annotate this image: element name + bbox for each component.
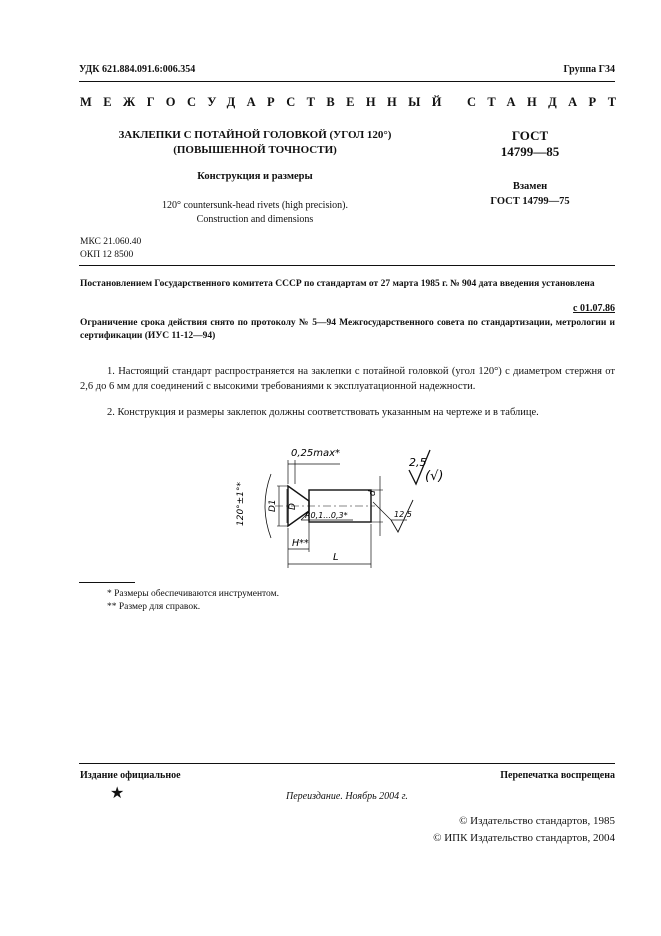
- mks-code: МКС 21.060.40: [80, 237, 142, 247]
- roughness-other: (√): [425, 469, 444, 484]
- codes-rule: [79, 265, 615, 266]
- copyright-block: [433, 813, 615, 847]
- roughness-main: 2,5: [409, 456, 427, 469]
- paragraph-1: 1. Настоящий стандарт распространяется на заклепки с потайной головкой (угол 120°) с диаметром стержня от 2,6 до 6 мм для соединений с высокими требованиями к эксплуатационной надежности.: [80, 366, 615, 392]
- top-rule: [79, 81, 615, 82]
- classification-codes: [80, 236, 141, 261]
- title-ru: [80, 128, 430, 158]
- replaces-block: [460, 179, 600, 209]
- copyright-1985: © Издательство стандартов, 1985: [459, 815, 615, 827]
- dim-d1: D1: [268, 499, 278, 512]
- replaces-value: ГОСТ 14799—75: [490, 196, 570, 207]
- dim-radius: R0,1...0,3*: [305, 511, 348, 520]
- banner-right: СТАНДАРТ: [467, 95, 628, 109]
- udk-code: УДК 621.884.091.6:006.354: [79, 64, 196, 75]
- title-ru-line2: (ПОВЫШЕННОЙ ТОЧНОСТИ): [173, 144, 337, 156]
- okp-code: ОКП 12 8500: [80, 249, 134, 260]
- title-ru-line1: ЗАКЛЕПКИ С ПОТАЙНОЙ ГОЛОВКОЙ (УГОЛ 120°): [118, 129, 392, 141]
- copyright-2004: © ИПК Издательство стандартов, 2004: [433, 832, 615, 844]
- dim-d-head: D: [288, 503, 298, 510]
- decree-text: Постановлением Государственного комитета СССР по стандартам от 27 марта 1985 г. № 904 дата введения установлена: [80, 279, 595, 289]
- footnote-2: ** Размер для справок.: [107, 602, 201, 612]
- footnote-1: * Размеры обеспечиваются инструментом.: [107, 589, 280, 599]
- footnote-rule: [79, 582, 135, 583]
- dim-l: L: [333, 552, 339, 563]
- official-edition: Издание официальное: [80, 770, 181, 781]
- replaces-label: Взамен: [512, 181, 548, 192]
- title-en: [80, 199, 430, 227]
- roughness-side: 12,5: [394, 510, 412, 519]
- star-icon: ★: [110, 785, 125, 802]
- gost-label: ГОСТ: [511, 128, 549, 143]
- footer-rule: [79, 763, 615, 764]
- reprint-prohibited: Перепечатка воспрещена: [500, 770, 615, 781]
- paragraph-2: 2. Конструкция и размеры заклепок должны соответствовать указанным на чертеже и в таблице.: [107, 407, 539, 418]
- title-en-line2: Construction and dimensions: [196, 214, 314, 225]
- restriction-text: Ограничение срока действия снято по протоколу № 5—94 Межгосударственного совета по стандартизации, метрологии и сертификации (ИУС 11-12—94): [80, 318, 615, 341]
- decree-date: с 01.07.86: [573, 303, 615, 314]
- dim-head-height: 0,25max*: [291, 448, 341, 459]
- dim-angle: 120°±1°*: [236, 482, 246, 526]
- title-ru-subtitle: Конструкция и размеры: [197, 171, 313, 182]
- reissue-note: Переиздание. Ноябрь 2004 г.: [286, 791, 408, 802]
- group-code: Группа Г34: [563, 64, 615, 75]
- rivet-drawing: [215, 440, 455, 575]
- dim-h: H**: [292, 538, 309, 549]
- banner-left: МЕЖГОСУДАРСТВЕННЫЙ: [80, 95, 453, 109]
- dim-d-shank: d: [368, 490, 378, 496]
- title-en-line1: 120° countersunk-head rivets (high precision).: [162, 200, 348, 211]
- gost-block: [470, 128, 590, 160]
- gost-number: 14799—85: [500, 144, 560, 159]
